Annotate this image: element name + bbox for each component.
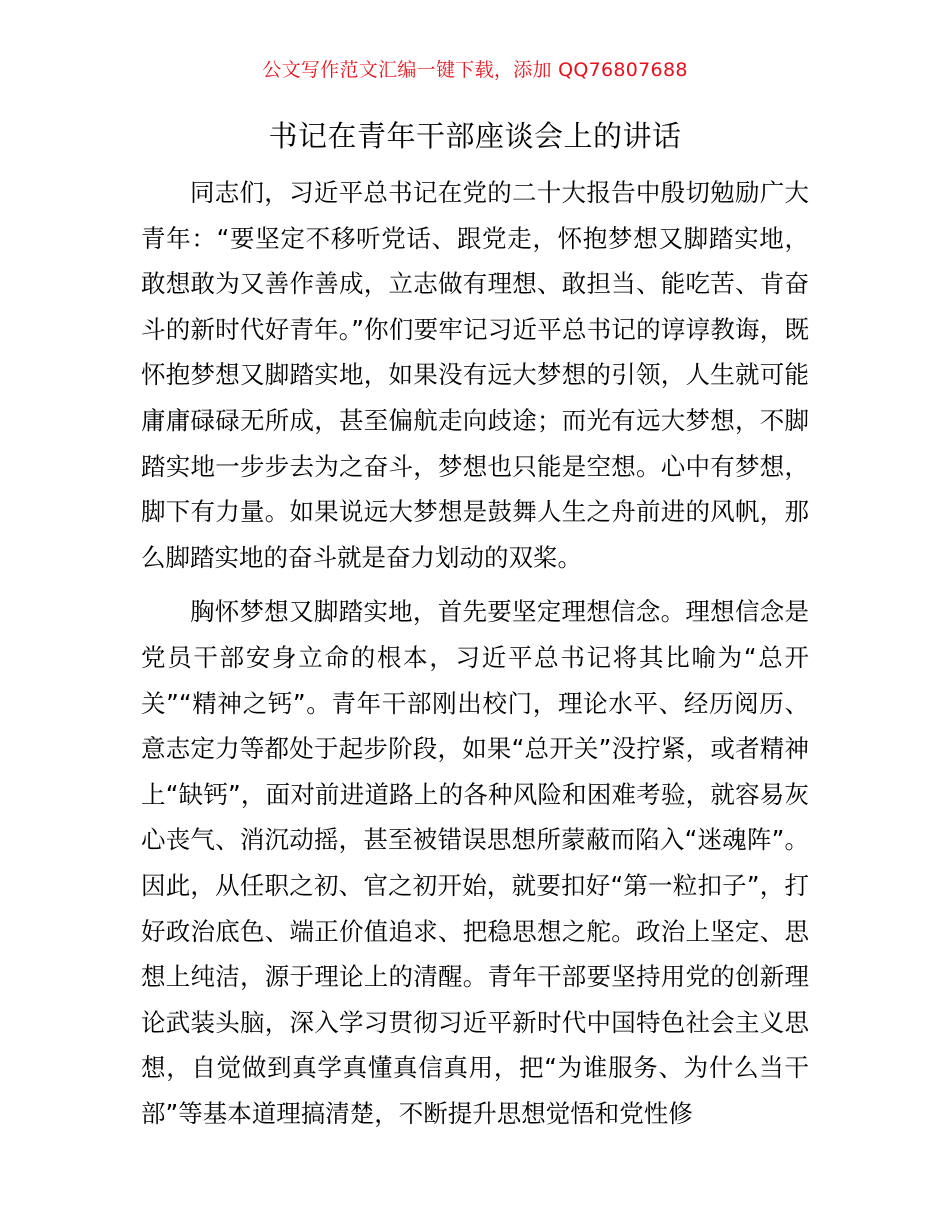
document-title: 书记在青年干部座谈会上的讲话 xyxy=(268,119,682,153)
paragraph-2: 胸怀梦想又脚踏实地，首先要坚定理想信念。理想信念是党员干部安身立命的根本，习近平总书记将其比喻为“总开关”“精神之钙”。青年干部刚出校门，理论水平、经历阅历、意志定力等都处于起步阶段，如果“总开关”没拧紧，或者精神上“缺钙”，面对前进道路上的各种风险和困难考验，就容易灰心丧气、消沉动摇，甚至被错误思想所蒙蔽而陷入“迷魂阵”。因此，从任职之初、官之初开始，就要扣好“第一粒扣子”，打好政治底色、端正价值追求、把稳思想之舵。政治上坚定、思想上纯洁，源于理论上的清醒。青年干部要坚持用党的创新理论武装头脑，深入学习贯彻习近平新时代中国特色社会主义思想，自觉做到真学真懂真信真用，把“为谁服务、为什么当干部”等基本道理搞清楚，不断提升思想觉悟和党性修 xyxy=(141,597,809,1128)
paragraph-1: 同志们，习近平总书记在党的二十大报告中殷切勉励广大青年：“要坚定不移听党话、跟党走，怀抱梦想又脚踏实地，敢想敢为又善作善成，立志做有理想、敢担当、能吃苦、肯奋斗的新时代好青年。”你们要牢记习近平总书记的谆谆教诲，既怀抱梦想又脚踏实地，如果没有远大梦想的引领，人生就可能庸庸碌碌无所成，甚至偏航走向歧途；而光有远大梦想，不脚踏实地一步步去为之奋斗，梦想也只能是空想。心中有梦想，脚下有力量。如果说远大梦想是鼓舞人生之舟前进的风帆，那么脚踏实地的奋斗就是奋力划动的双桨。 xyxy=(141,178,809,572)
download-note-header: 公文写作范文汇编一键下载，添加 QQ76807688 xyxy=(262,59,688,81)
document-body xyxy=(141,170,809,1136)
